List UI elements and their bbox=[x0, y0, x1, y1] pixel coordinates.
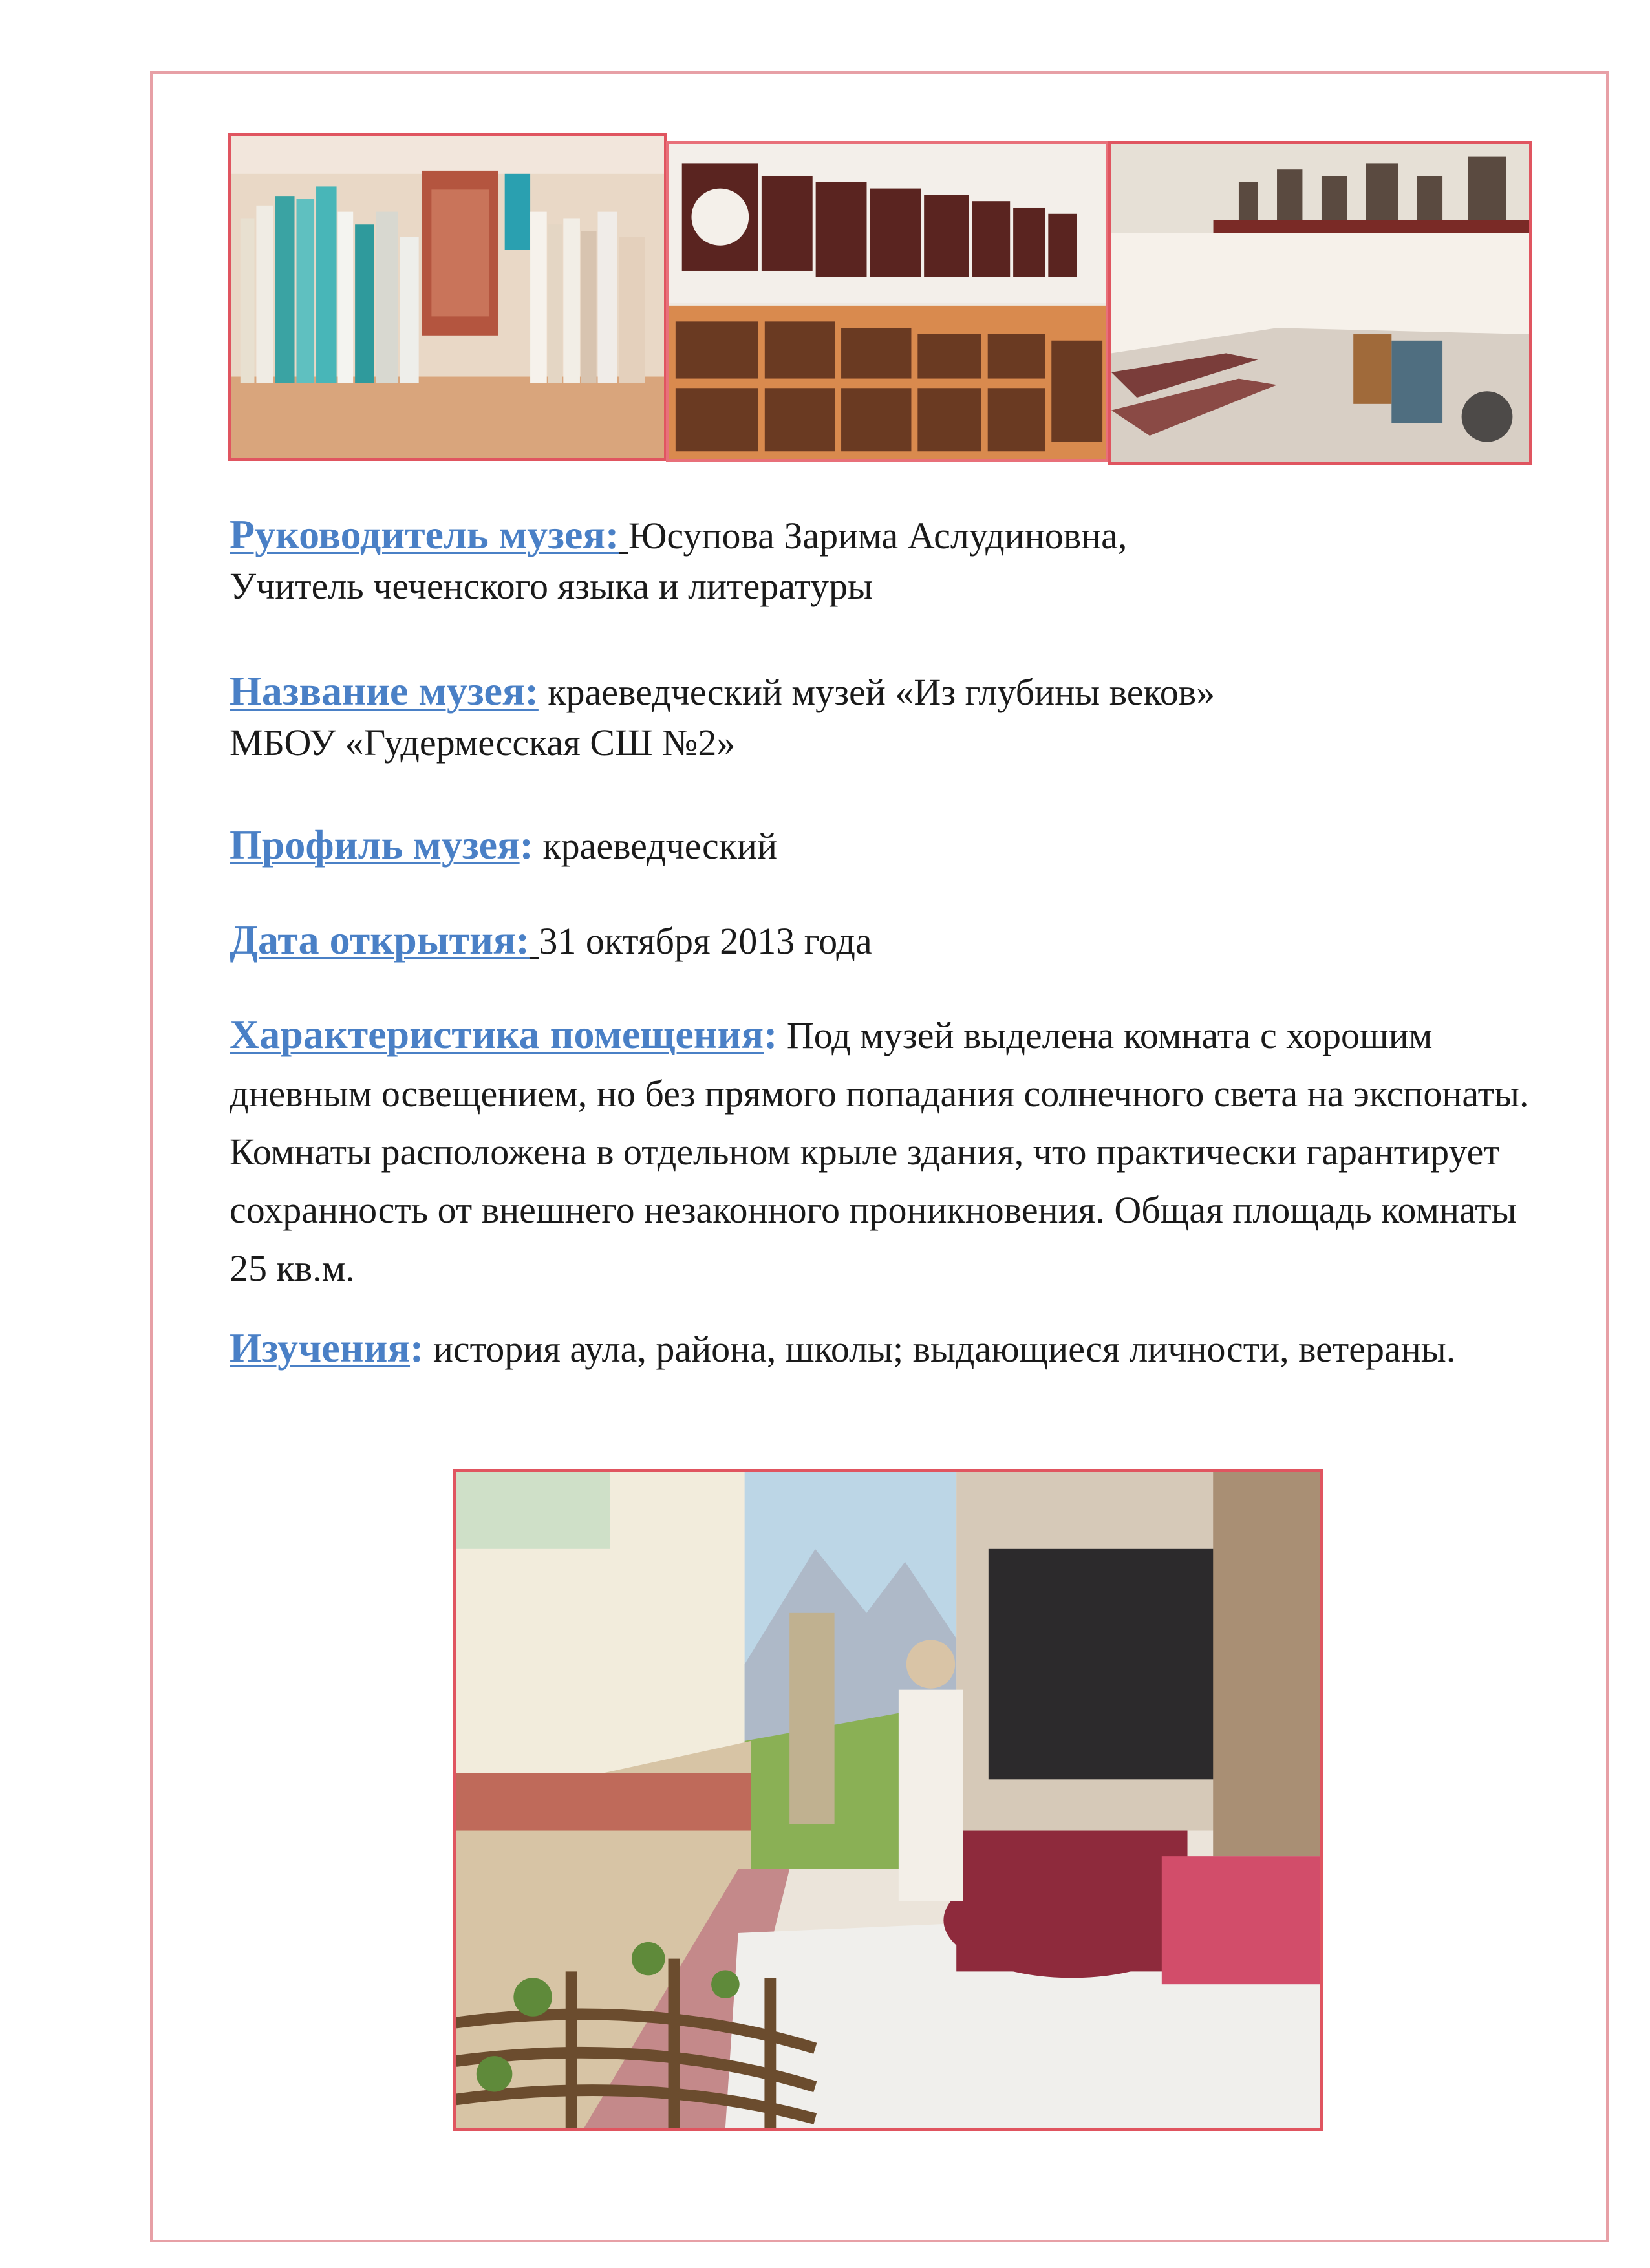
opening-date-value: 31 октября 2013 года bbox=[539, 920, 872, 962]
photo-museum-room bbox=[453, 1469, 1323, 2131]
profile-value: краеведческий bbox=[542, 825, 777, 867]
section-profile bbox=[230, 820, 1561, 872]
museum-name-label: Название музея: bbox=[230, 668, 539, 714]
study-sep: : bbox=[410, 1325, 424, 1371]
photo-hall bbox=[1108, 141, 1532, 465]
section-opening-date bbox=[230, 915, 1561, 967]
museum-name-line2: МБОУ «Гудермесская СШ №2» bbox=[230, 722, 736, 764]
section-director bbox=[230, 509, 1561, 612]
room-sep: : bbox=[764, 1011, 778, 1057]
director-label: Руководитель музея: bbox=[230, 511, 619, 557]
room-label: Характеристика помещения bbox=[230, 1011, 764, 1057]
museum-name-value: краеведческий музей «Из глубины веков» bbox=[548, 671, 1216, 713]
study-label: Изучения bbox=[230, 1325, 411, 1371]
section-room bbox=[230, 1005, 1561, 1298]
profile-label: Профиль музея bbox=[230, 822, 520, 868]
photo-shelves bbox=[666, 141, 1109, 462]
section-museum-name bbox=[230, 666, 1561, 768]
study-value: история аула, района, школы; выдающиеся личности, ветераны. bbox=[433, 1328, 1456, 1370]
profile-sep: : bbox=[519, 822, 533, 868]
director-value: Юсупова Зарима Аслудиновна, bbox=[628, 515, 1128, 557]
room-value: Под музей выделена комната с хорошим дневным освещением, но без прямого попадания солнечного света на экспонаты. Комнаты расположена в отдельном крыле здания, что практически гарантирует сохранность от внешнего незаконного проникновения. Общая площадь комнаты 25 кв.м. bbox=[230, 1014, 1529, 1289]
opening-date-label: Дата открытия: bbox=[230, 917, 530, 963]
section-study bbox=[230, 1319, 1561, 1378]
photo-books bbox=[228, 133, 667, 461]
director-line2: Учитель чеченского языка и литературы bbox=[230, 565, 873, 607]
